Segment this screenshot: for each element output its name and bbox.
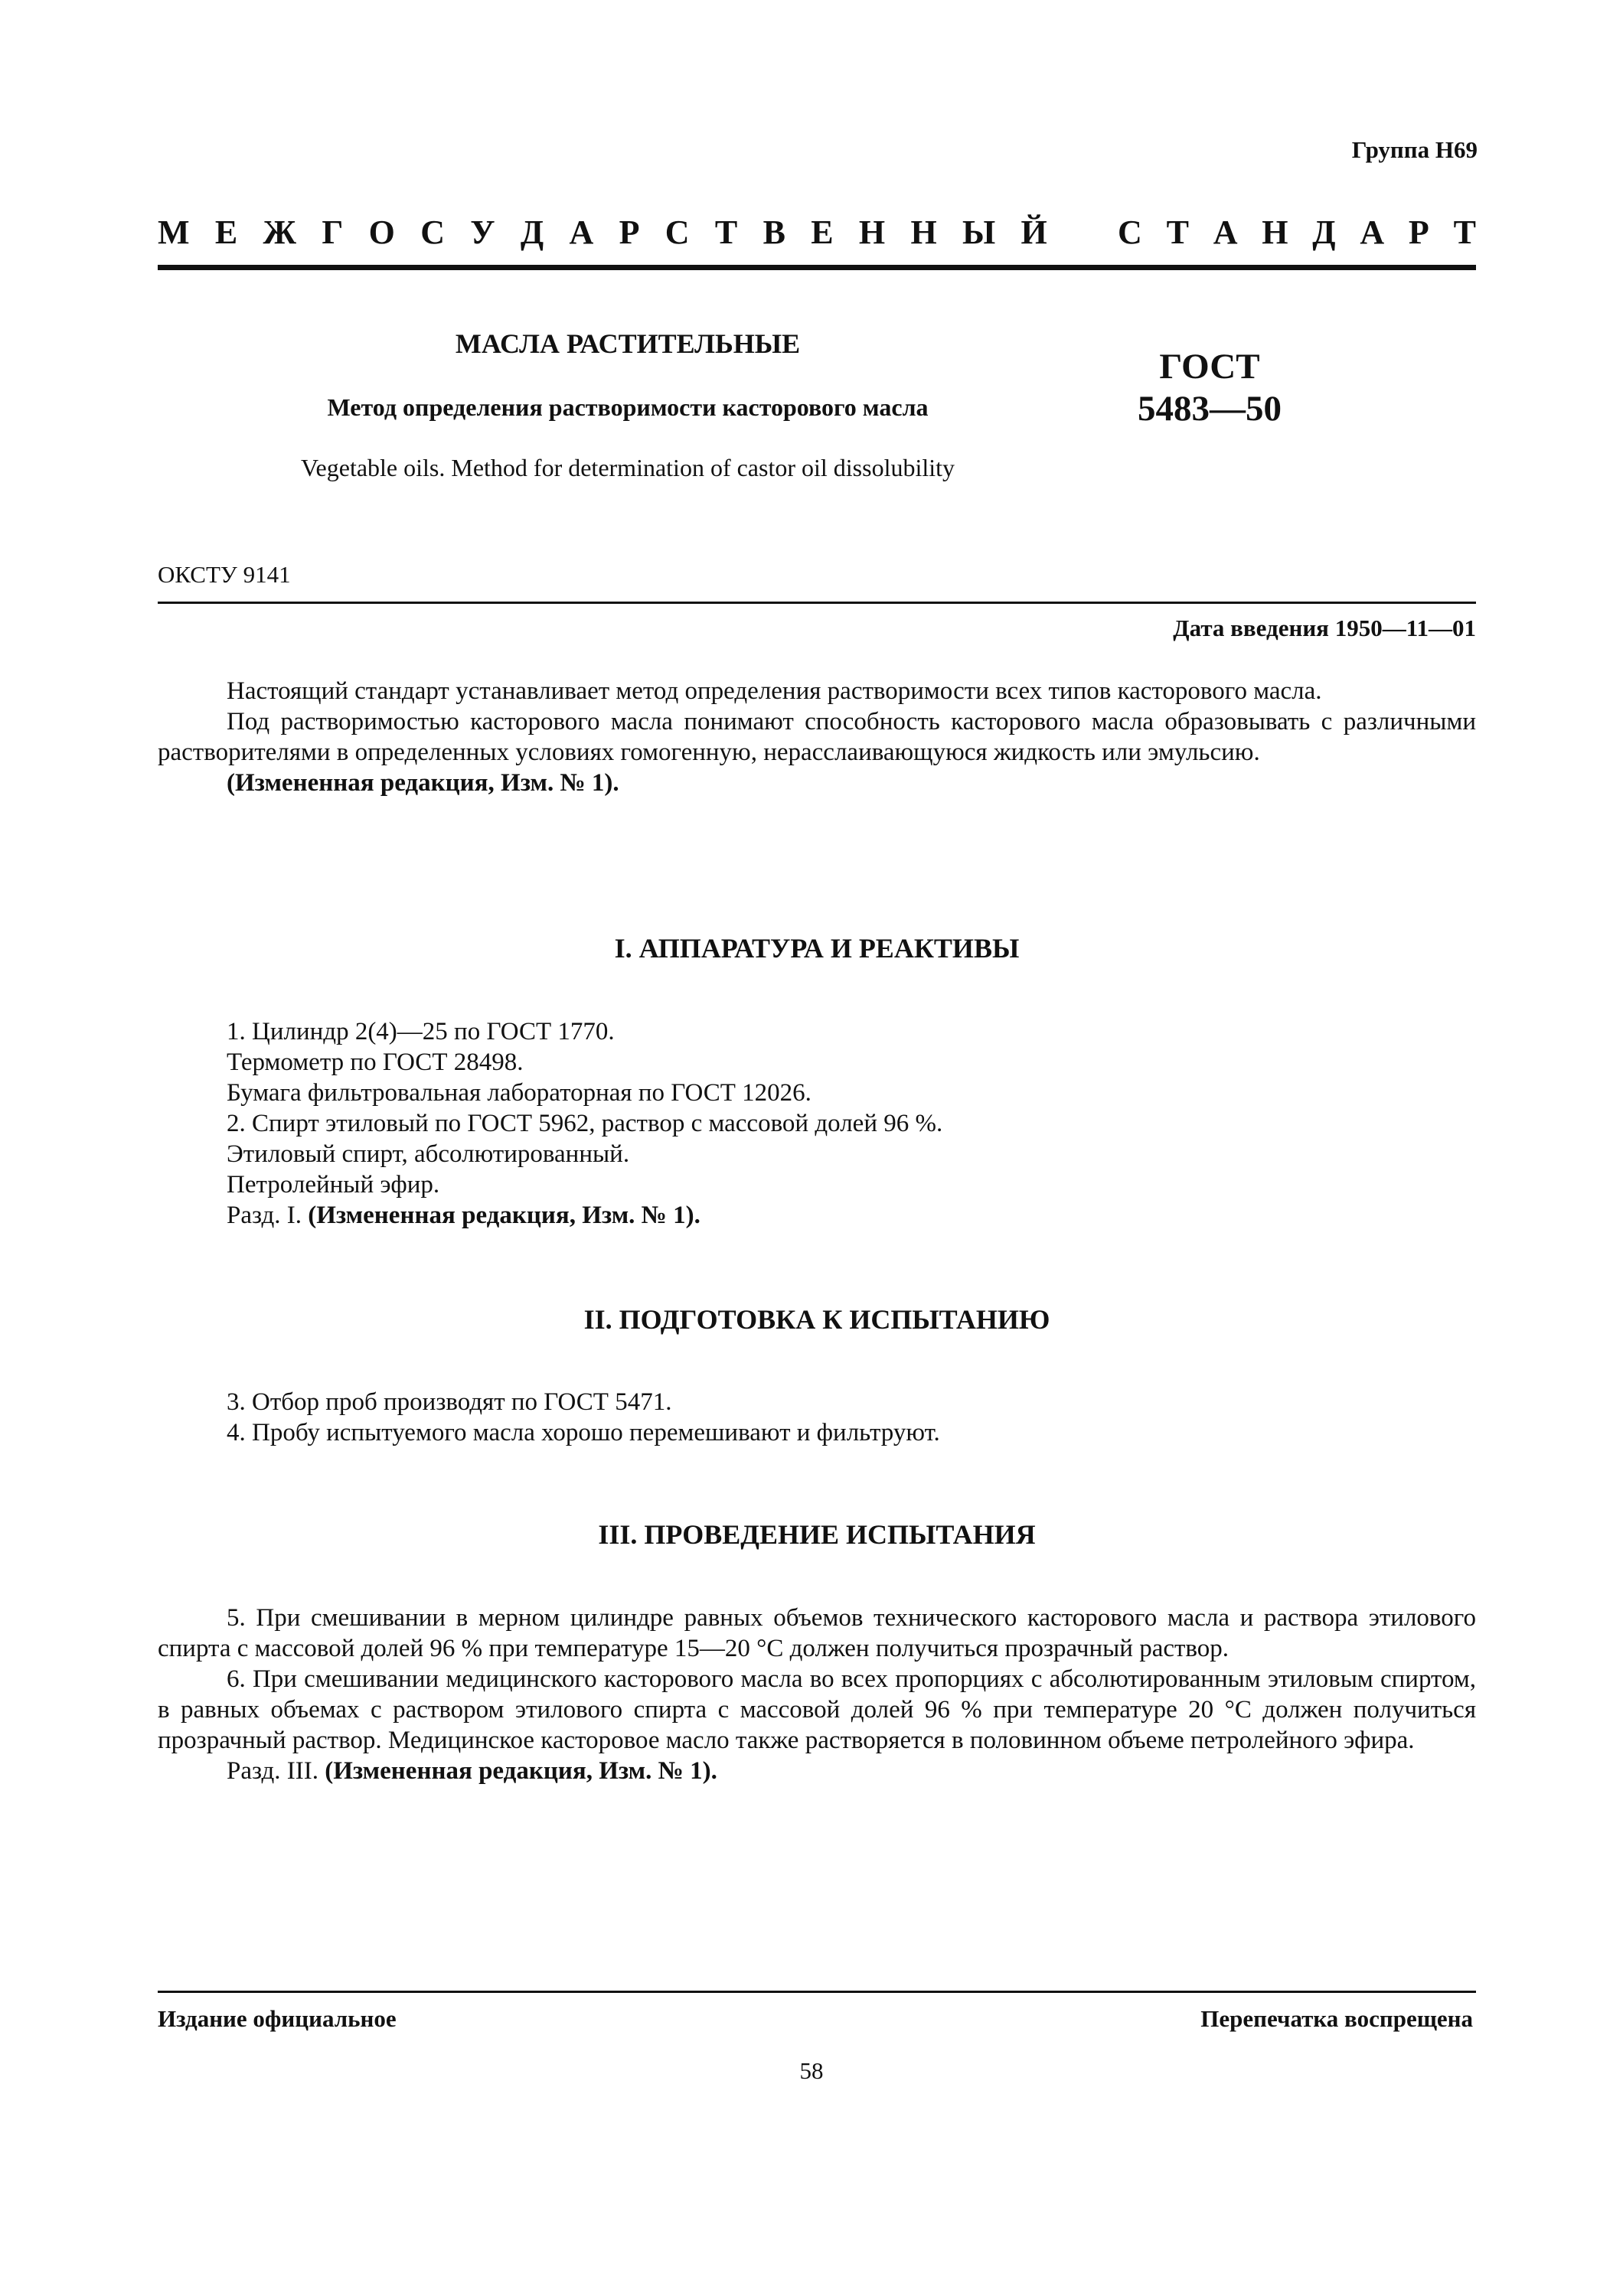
banner-letter: Г — [322, 214, 344, 251]
list-item: Петролейный эфир. — [227, 1171, 440, 1199]
amendment-note: Разд. I. (Измененная редакция, Изм. № 1). — [227, 1202, 700, 1229]
amendment-note: Разд. III. (Измененная редакция, Изм. № 1). — [227, 1757, 717, 1785]
banner-letter: У — [470, 214, 495, 251]
introduction-date: Дата введения 1950—11—01 — [1173, 615, 1476, 641]
page-number: 58 — [799, 2057, 824, 2084]
list-item: 4. Пробу испытуемого масла хорошо перемешивают и фильтруют. — [227, 1419, 940, 1446]
gost-label: ГОСТ — [1159, 347, 1260, 386]
title-block — [245, 328, 1011, 481]
banner-letter: Н — [858, 214, 886, 251]
banner-letter: Е — [214, 214, 238, 251]
okstu-code: ОКСТУ 9141 — [158, 561, 291, 588]
section-title-3: III. ПРОВЕДЕНИЕ ИСПЫТАНИЯ — [598, 1519, 1036, 1550]
intro-paragraph: Под растворимостью касторового масла понимают способность касторового масла образовывать с различными растворителями в определенных условиях гомогенную, нерасслаивающуюся жидкость или эмульсию. — [158, 708, 1476, 766]
document-title: МАСЛА РАСТИТЕЛЬНЫЕ — [455, 328, 801, 359]
banner-letter: Р — [619, 214, 640, 251]
banner-word-standard — [1118, 216, 1476, 249]
banner-letter: Ж — [263, 214, 297, 251]
intro-paragraph: Настоящий стандарт устанавливает метод определения растворимости всех типов касторового масла. — [227, 677, 1322, 705]
list-item: 2. Спирт этиловый по ГОСТ 5962, раствор с массовой долей 96 %. — [227, 1110, 943, 1137]
banner-letter: Н — [1262, 214, 1288, 251]
gost-number: 5483—50 — [1138, 388, 1282, 429]
banner-letter: С — [1118, 214, 1142, 251]
banner-letter: Е — [811, 214, 834, 251]
okstu-rule — [158, 602, 1476, 604]
intro-text — [158, 676, 1476, 798]
document-subtitle: Метод определения растворимости касторового масла — [327, 393, 929, 422]
gost-designation — [1087, 346, 1332, 430]
banner-letter: О — [368, 214, 395, 251]
banner-letter: Т — [1166, 214, 1189, 251]
banner-letter: А — [1360, 214, 1385, 251]
list-item: 1. Цилиндр 2(4)—25 по ГОСТ 1770. — [227, 1018, 615, 1045]
banner-letter: С — [665, 214, 690, 251]
banner-letter: Д — [520, 214, 544, 251]
list-item: Термометр по ГОСТ 28498. — [227, 1049, 524, 1076]
section-3-body — [158, 1603, 1476, 1786]
banner-letter: М — [158, 214, 190, 251]
list-item: Бумага фильтровальная лабораторная по ГОСТ 12026. — [227, 1079, 812, 1107]
banner-letter: Й — [1020, 214, 1047, 251]
section-2-body — [158, 1387, 1476, 1448]
banner-letter: В — [763, 214, 785, 251]
list-item: 3. Отбор проб производят по ГОСТ 5471. — [227, 1388, 672, 1416]
banner-letter: Ы — [962, 214, 996, 251]
reprint-prohibited-label: Перепечатка воспрещена — [1200, 2005, 1473, 2032]
amendment-note: (Измененная редакция, Изм. № 1). — [227, 769, 619, 797]
section-1-body — [158, 1016, 1476, 1231]
group-code: Группа Н69 — [1351, 136, 1478, 163]
banner-letter: Т — [1453, 214, 1476, 251]
english-title: Vegetable oils. Method for determination of castor oil dissolubility — [300, 453, 955, 481]
banner-letter: А — [569, 214, 594, 251]
banner-letter: С — [420, 214, 445, 251]
standard-banner — [158, 216, 1476, 249]
header-rule — [158, 265, 1476, 270]
banner-letter: А — [1213, 214, 1238, 251]
paragraph: 6. При смешивании медицинского касторового масла во всех пропорциях с абсолютированным этиловым спиртом, в равных объемах с раствором этилового спирта с массовой долей 96 % при температуре 20 °С должен получиться прозрачный раствор. Медицинское касторовое масло также растворяется в половинном объеме петролейного эфира. — [158, 1665, 1476, 1754]
official-edition-label: Издание официальное — [158, 2005, 397, 2032]
banner-word-interstate — [158, 216, 1047, 249]
banner-letter: Д — [1312, 214, 1336, 251]
banner-letter: Т — [714, 214, 738, 251]
banner-letter: Р — [1408, 214, 1429, 251]
section-title-2: II. ПОДГОТОВКА К ИСПЫТАНИЮ — [583, 1304, 1050, 1335]
section-title-1: I. АППАРАТУРА И РЕАКТИВЫ — [614, 933, 1020, 964]
paragraph: 5. При смешивании в мерном цилиндре равных объемов технического касторового масла и раствора этилового спирта с массовой долей 96 % при температуре 15—20 °С должен получиться прозрачный раствор. — [158, 1604, 1476, 1662]
footer-rule — [158, 1991, 1476, 1993]
banner-letter: Н — [910, 214, 937, 251]
list-item: Этиловый спирт, абсолютированный. — [227, 1140, 630, 1168]
